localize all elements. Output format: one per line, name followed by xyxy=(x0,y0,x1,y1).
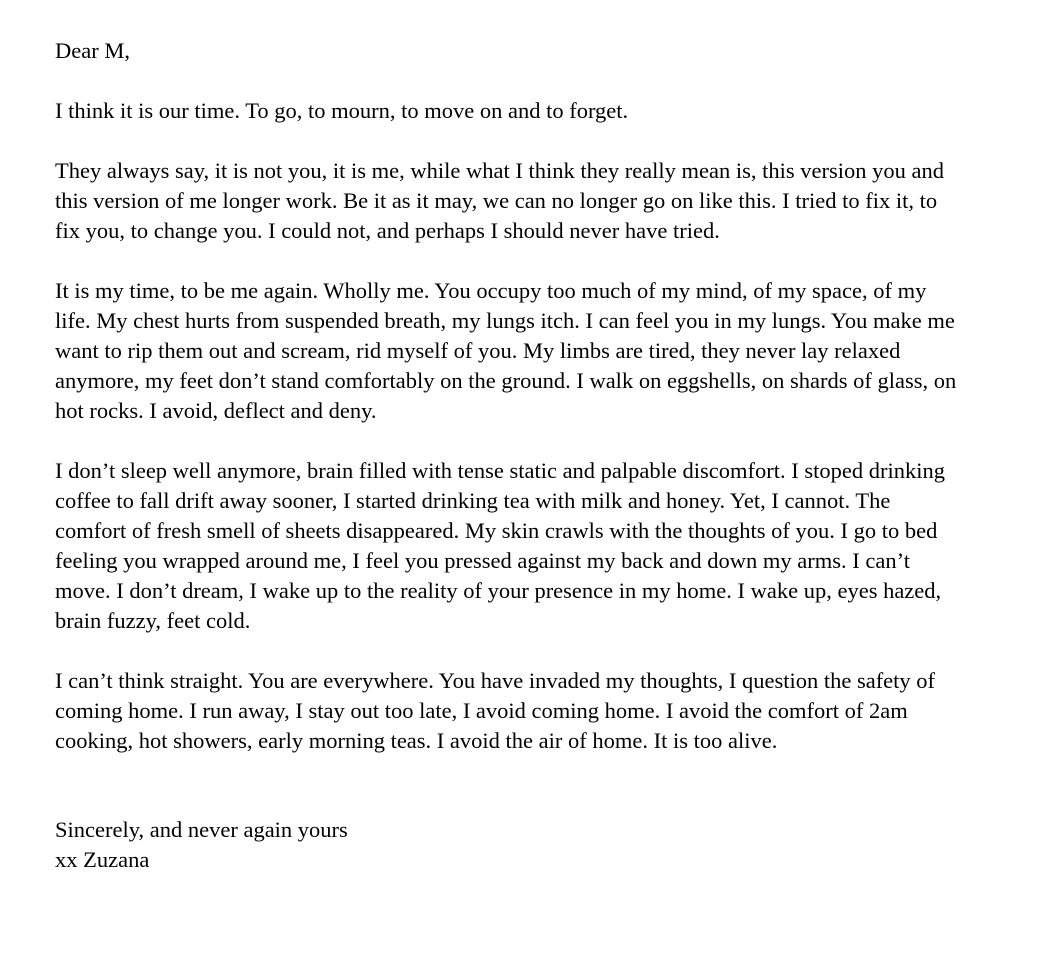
paragraph-line: I think it is our time. To go, to mourn, to move on and to forget. xyxy=(55,98,629,123)
paragraph-line: cooking, hot showers, early morning teas. I avoid the air of home. It is too alive. xyxy=(55,728,778,753)
paragraph-5 xyxy=(55,666,1023,756)
paragraph-line: fix you, to change you. I could not, and perhaps I should never have tried. xyxy=(55,218,720,243)
paragraph-4 xyxy=(55,456,1023,636)
paragraph-line: coffee to fall drift away sooner, I started drinking tea with milk and honey. Yet, I cannot. The xyxy=(55,488,891,513)
paragraph-1 xyxy=(55,96,1023,126)
paragraph-line: They always say, it is not you, it is me, while what I think they really mean is, this version you and xyxy=(55,158,945,183)
paragraph-line: I don’t sleep well anymore, brain filled with tense static and palpable discomfort. I stoped drinking xyxy=(55,458,945,483)
signature: xx Zuzana xyxy=(55,847,150,872)
paragraph-line: anymore, my feet don’t stand comfortably on the ground. I walk on eggshells, on shards of glass, on xyxy=(55,368,957,393)
closing-line: Sincerely, and never again yours xyxy=(55,817,348,842)
paragraph-line: It is my time, to be me again. Wholly me. You occupy too much of my mind, of my space, of my xyxy=(55,278,927,303)
paragraph-line: want to rip them out and scream, rid myself of you. My limbs are tired, they never lay relaxed xyxy=(55,338,901,363)
paragraph-line: this version of me longer work. Be it as it may, we can no longer go on like this. I tried to fix it, to xyxy=(55,188,938,213)
paragraph-line: move. I don’t dream, I wake up to the reality of your presence in my home. I wake up, eyes hazed, xyxy=(55,578,942,603)
paragraph-line: hot rocks. I avoid, deflect and deny. xyxy=(55,398,377,423)
paragraph-3 xyxy=(55,276,1023,426)
greeting-line: Dear M, xyxy=(55,38,130,63)
paragraph-line: coming home. I run away, I stay out too late, I avoid coming home. I avoid the comfort of 2am xyxy=(55,698,908,723)
letter-body xyxy=(55,36,1023,875)
paragraph-2 xyxy=(55,156,1023,246)
paragraph-line: I can’t think straight. You are everywhere. You have invaded my thoughts, I question the safety of xyxy=(55,668,936,693)
paragraph-line: feeling you wrapped around me, I feel you pressed against my back and down my arms. I can’t xyxy=(55,548,910,573)
sign-off xyxy=(55,815,1023,875)
greeting xyxy=(55,36,1023,66)
paragraph-line: brain fuzzy, feet cold. xyxy=(55,608,251,633)
paragraph-line: life. My chest hurts from suspended breath, my lungs itch. I can feel you in my lungs. You make me xyxy=(55,308,955,333)
paragraph-line: comfort of fresh smell of sheets disappeared. My skin crawls with the thoughts of you. I go to bed xyxy=(55,518,938,543)
